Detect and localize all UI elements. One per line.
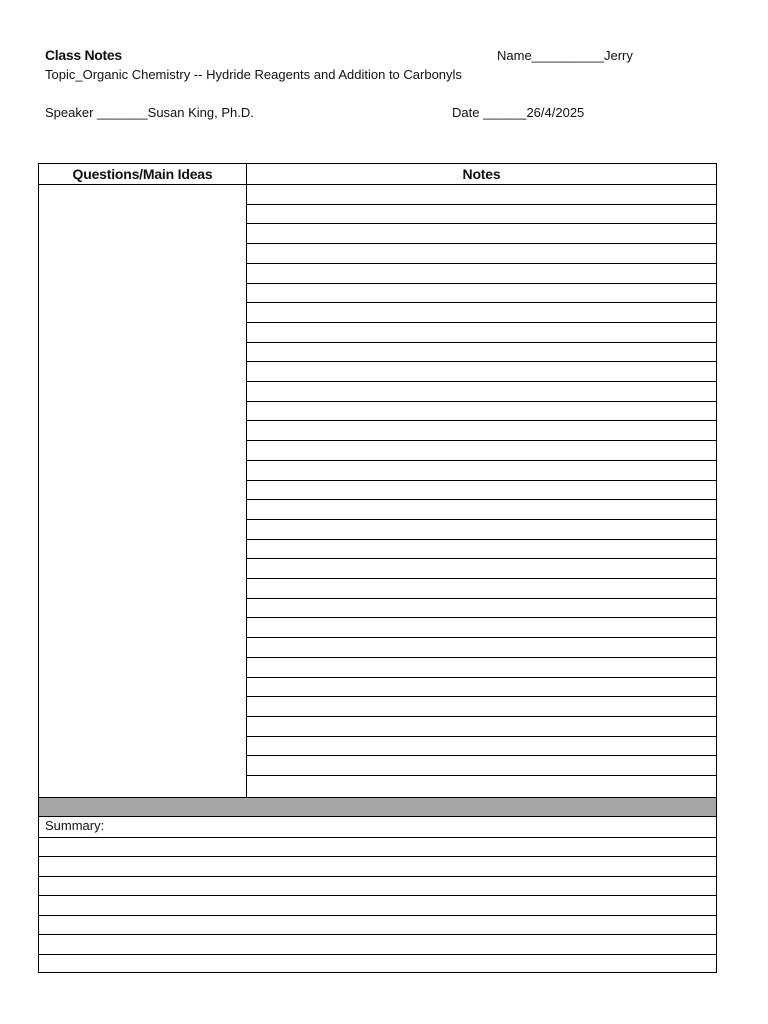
- notes-line[interactable]: [247, 775, 716, 776]
- notes-line[interactable]: [247, 480, 716, 481]
- notes-line[interactable]: [247, 440, 716, 441]
- summary-line[interactable]: [39, 934, 716, 935]
- notes-line[interactable]: [247, 499, 716, 500]
- notes-line[interactable]: [247, 302, 716, 303]
- notes-line[interactable]: [247, 637, 716, 638]
- notes-line[interactable]: [247, 322, 716, 323]
- cornell-notes-table: [38, 163, 717, 973]
- speaker-field[interactable]: Speaker _______Susan King, Ph.D.: [45, 105, 254, 120]
- notes-line[interactable]: [247, 401, 716, 402]
- notes-line[interactable]: [247, 361, 716, 362]
- topic-field[interactable]: Topic_Organic Chemistry -- Hydride Reagents and Addition to Carbonyls: [45, 67, 462, 82]
- notes-line[interactable]: [247, 420, 716, 421]
- document-title: Class Notes: [45, 47, 122, 63]
- notes-line[interactable]: [247, 755, 716, 756]
- summary-line[interactable]: [39, 837, 716, 838]
- notes-line[interactable]: [247, 243, 716, 244]
- notes-line[interactable]: [247, 223, 716, 224]
- summary-divider-bar: [39, 797, 716, 817]
- summary-label: Summary:: [45, 818, 105, 833]
- questions-column[interactable]: [39, 184, 247, 797]
- notes-line[interactable]: [247, 716, 716, 717]
- notes-line[interactable]: [247, 204, 716, 205]
- notes-line[interactable]: [247, 657, 716, 658]
- notes-line[interactable]: [247, 381, 716, 382]
- notes-line[interactable]: [247, 736, 716, 737]
- notes-header: Notes: [462, 166, 501, 182]
- name-field[interactable]: Name__________Jerry: [497, 48, 633, 63]
- notes-line[interactable]: [247, 558, 716, 559]
- notes-line[interactable]: [247, 263, 716, 264]
- summary-line[interactable]: [39, 915, 716, 916]
- questions-header: Questions/Main Ideas: [39, 164, 247, 184]
- notes-line[interactable]: [247, 578, 716, 579]
- summary-line[interactable]: [39, 895, 716, 896]
- summary-line[interactable]: [39, 954, 716, 955]
- notes-line[interactable]: [247, 598, 716, 599]
- notes-line[interactable]: [247, 617, 716, 618]
- date-field[interactable]: Date ______26/4/2025: [452, 105, 585, 120]
- summary-section[interactable]: [39, 817, 716, 972]
- notes-line[interactable]: [247, 539, 716, 540]
- notes-line[interactable]: [247, 283, 716, 284]
- notes-line[interactable]: [247, 677, 716, 678]
- summary-line[interactable]: [39, 856, 716, 857]
- summary-line[interactable]: [39, 876, 716, 877]
- notes-column[interactable]: [247, 184, 716, 797]
- notes-line[interactable]: [247, 460, 716, 461]
- notes-line[interactable]: [247, 696, 716, 697]
- notes-line[interactable]: [247, 342, 716, 343]
- notes-line[interactable]: [247, 519, 716, 520]
